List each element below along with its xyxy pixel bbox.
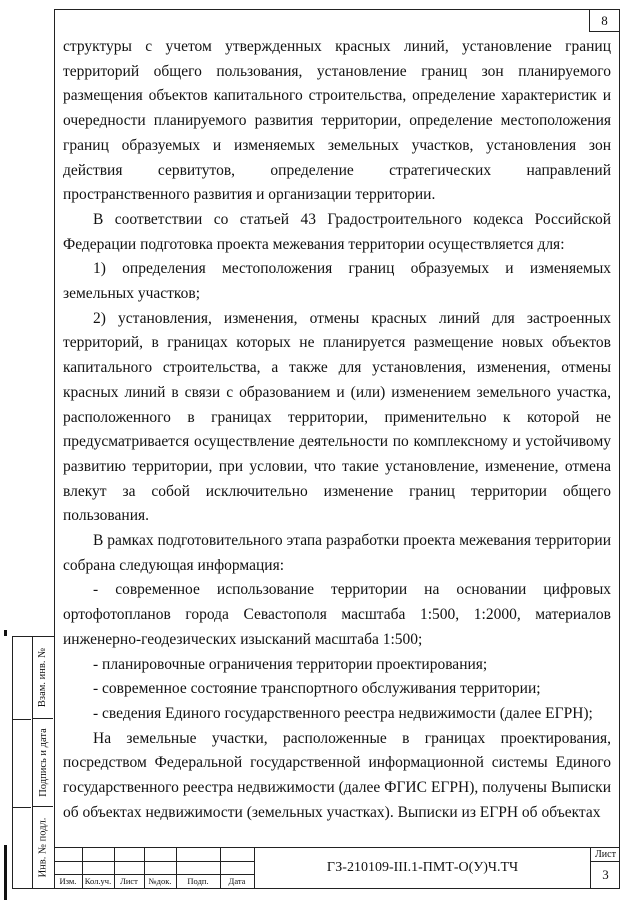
paragraph: - сведения Единого государственного реестра недвижимости (далее ЕГРН); (93, 704, 593, 722)
tb-label-data: Дата (228, 876, 246, 886)
side-cell-podpis (33, 719, 53, 807)
side-cell-vzam (33, 637, 53, 719)
paragraph: 2) установления, изменения, отмены красных линий для застроенных территорий, в границах которых не планируется размещение новых объектов капитального строительства, а также для установления, изменения, отмены красных линий в связи с образованием и (или) изменением земельного участка, расположенного в границах территории, применительно к которой не предусматривается осуществление деятельности по комплексному и устойчивому развитию территории, при условии, что такие установление, изменение, отмена влекут за собой исключительно изменение границ территории общего пользования. (63, 309, 611, 525)
top-page-number: 8 (589, 10, 619, 32)
tb-label-ndok: №док. (148, 876, 172, 886)
paragraph: В рамках подготовительного этапа разработки проекта межевания территории собрана следующая информация: (63, 532, 611, 574)
page-frame (54, 9, 620, 889)
tb-label-koluch: Кол.уч. (84, 876, 112, 886)
tb-label-podp: Подп. (187, 876, 209, 886)
side-label-podpis: Подпись и дата (37, 728, 49, 797)
sheet-label: Лист (591, 848, 620, 862)
document-code: ГЗ-210109-III.1-ПМТ-О(У)Ч.ТЧ (254, 848, 590, 888)
side-label-vzam: Взам. инв. № (37, 647, 49, 708)
paragraph: На земельные участки, расположенные в границах проектирования, посредством Федеральной государственной информационной системы Единого государственного реестра недвижимости (далее ФГИС ЕГРН), получены Выписки об объектах недвижимости (земельных участках). Выписки из ЕГРН об объектах (63, 729, 611, 821)
sheet-box (590, 848, 620, 888)
paragraph: структуры с учетом утвержденных красных линий, установление границ территорий общего пользования, установление границ зон планируемого размещения объектов капитального строительства, определение характеристик и очередности планируемого развития территории, определение местоположения границ образуемых и изменяемых земельных участков, установления зон действия сервитутов, определение стратегических направлений пространственного развития и организации территории. (63, 38, 611, 204)
side-cell-inv (33, 807, 53, 888)
scan-mark-bottom (4, 845, 7, 900)
revision-grid (54, 848, 254, 888)
title-block (54, 847, 620, 889)
paragraph: - планировочные ограничения территории проектирования; (93, 655, 488, 673)
paragraph: - современное использование территории на основании цифровых ортофотопланов города Севастополя масштаба 1:500, 1:2000, материалов инженерно-геодезических изысканий масштаба 1:500; (63, 581, 611, 648)
document-body (63, 35, 611, 826)
sheet-number: 3 (602, 867, 609, 882)
side-stamp (32, 636, 54, 889)
paragraph: В соответствии со статьей 43 Градостроительного кодекса Российской Федерации подготовка проекта межевания территории осуществляется для: (63, 210, 611, 253)
side-label-inv: Инв. № подл. (37, 817, 49, 878)
tb-label-list: Лист (120, 876, 138, 886)
side-stamp-outer (12, 636, 32, 889)
paragraph: 1) определения местоположения границ образуемых и изменяемых земельных участков; (63, 260, 611, 303)
tb-label-izm: Изм. (59, 876, 77, 886)
paragraph: - современное состояние транспортного обслуживания территории; (93, 680, 541, 698)
scan-mark (4, 630, 7, 636)
